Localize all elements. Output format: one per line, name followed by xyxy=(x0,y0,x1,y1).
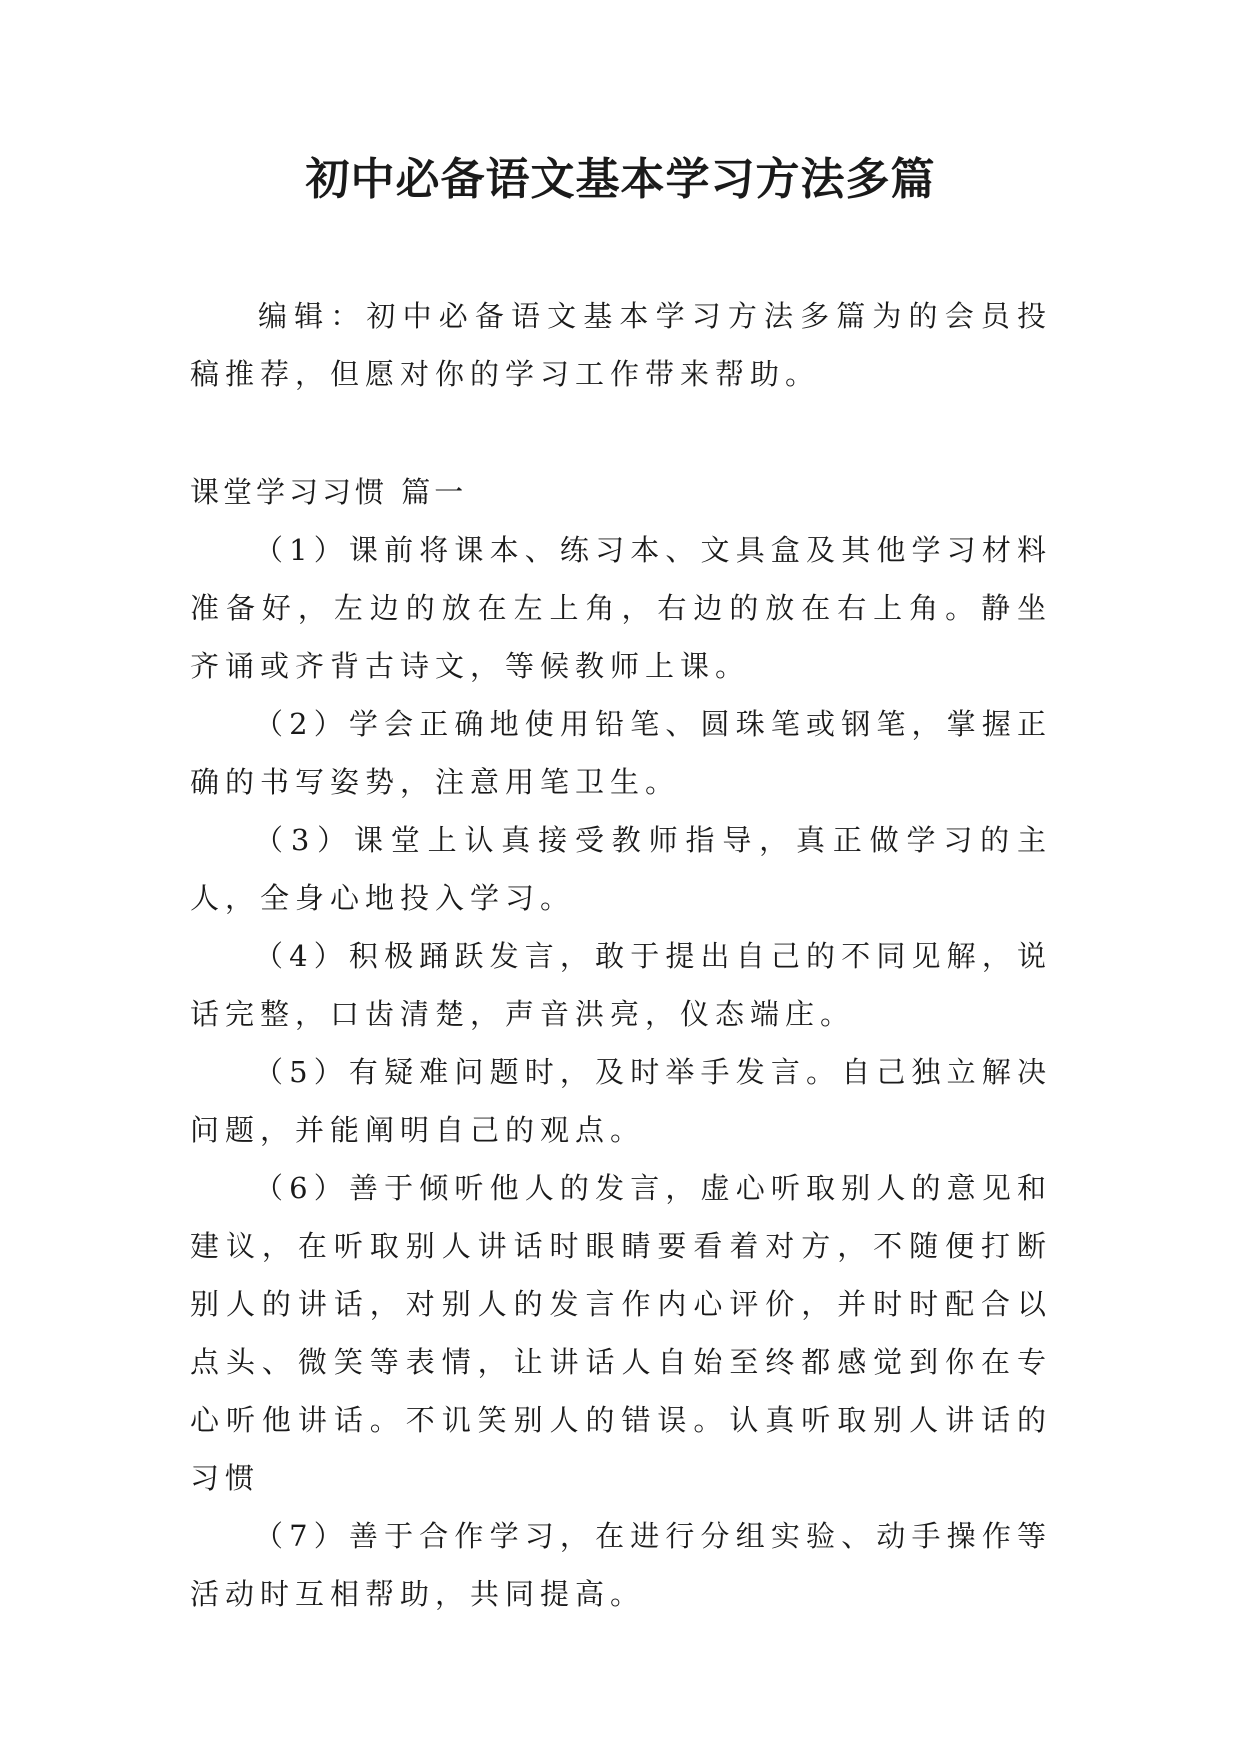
list-item: （5）有疑难问题时，及时举手发言。自己独立解决问题，并能阐明自己的观点。 xyxy=(190,1055,1052,1147)
habit-list xyxy=(190,521,1052,1623)
list-item: （1）课前将课本、练习本、文具盒及其他学习材料准备好，左边的放在左上角，右边的放在右上角。静坐齐诵或齐背古诗文，等候教师上课。 xyxy=(190,533,1052,683)
intro-paragraph: 编辑：初中必备语文基本学习方法多篇为的会员投稿推荐，但愿对你的学习工作带来帮助。 xyxy=(190,299,1052,391)
list-item: （3）课堂上认真接受教师指导，真正做学习的主人，全身心地投入学习。 xyxy=(190,823,1052,915)
document-title: 初中必备语文基本学习方法多篇 xyxy=(305,154,936,205)
list-item: （6）善于倾听他人的发言，虚心听取别人的意见和建议，在听取别人讲话时眼睛要看着对方，不随便打断别人的讲话，对别人的发言作内心评价，并时时配合以点头、微笑等表情，让讲话人自始至终都感觉到你在专心听他讲话。不讥笑别人的错误。认真听取别人讲话的习惯 xyxy=(190,1171,1052,1495)
section-heading: 课堂学习习惯 篇一 xyxy=(190,475,468,509)
list-item: （4）积极踊跃发言，敢于提出自己的不同见解，说话完整，口齿清楚，声音洪亮，仪态端庄。 xyxy=(190,939,1052,1031)
list-item: （2）学会正确地使用铅笔、圆珠笔或钢笔，掌握正确的书写姿势，注意用笔卫生。 xyxy=(190,707,1052,799)
list-item: （7）善于合作学习，在进行分组实验、动手操作等活动时互相帮助，共同提高。 xyxy=(190,1519,1052,1611)
